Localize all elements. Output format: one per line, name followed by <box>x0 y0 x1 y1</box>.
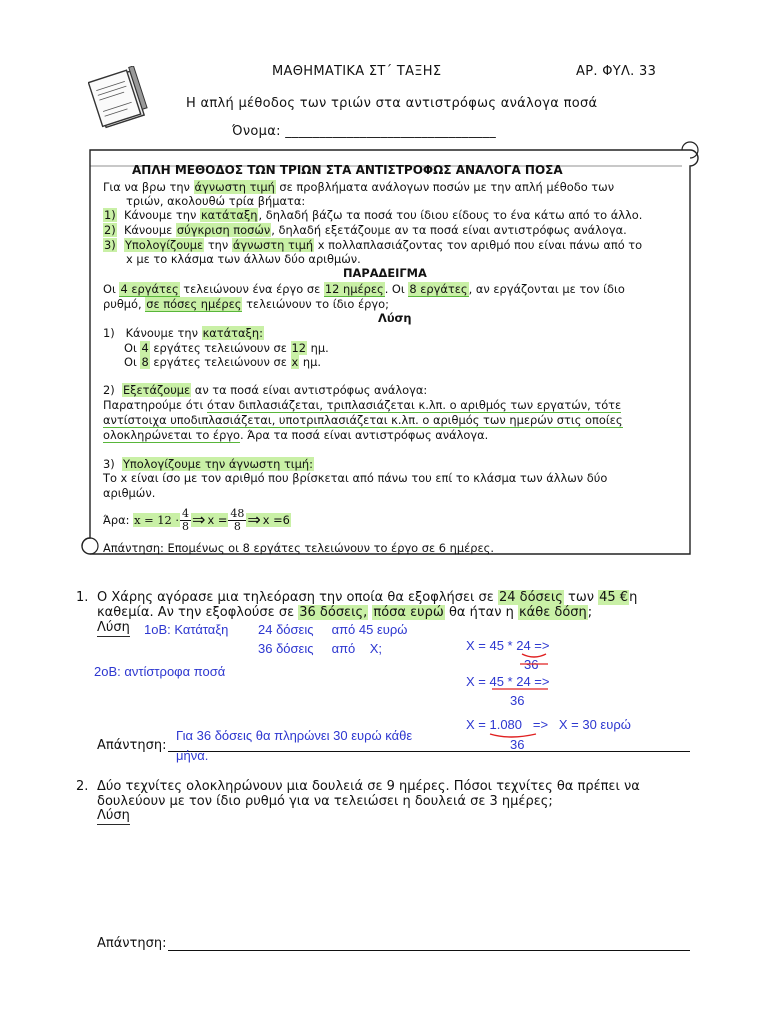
observation-line-1: Παρατηρούμε ότι όταν διπλασιάζεται, τριπλασιάζεται κ.λπ. ο αριθμός των εργατών, τότε <box>103 398 622 412</box>
ranking-row-2: Οι 8 εργάτες τελειώνουν σε x ημ. <box>124 355 321 369</box>
ranking-row-1: Οι 4 εργάτες τελειώνουν σε 12 ημ. <box>124 341 329 355</box>
hw-equation-1: Χ = 45 * 24 => <box>466 638 550 653</box>
calculation: Άρα: x = 12 · $\frac{4}{8}$ ⇒ x = $\frac{48}{8}$ ⇒ x =6 <box>103 506 290 533</box>
page-subtitle: Η απλή μέθοδος των τριών στα αντιστρόφως ανάλογα ποσά <box>186 96 598 111</box>
example-line-2: ρυθμό, σε πόσες ημέρες τελειώνουν το ίδιο έργο; <box>103 297 389 311</box>
q1-answer-label: Απάντηση: <box>97 738 167 753</box>
solution-label: Λύση <box>378 311 412 325</box>
q2-answer-label: Απάντηση: <box>97 936 167 951</box>
fraction-4-over-8: $\frac{4}{8}$ <box>182 506 190 533</box>
solution-step-1: 1) Κάνουμε την κατάταξη: <box>103 326 263 340</box>
q1-answer-handwritten-2: μήνα. <box>176 748 209 763</box>
hw-equation-3: Χ = 1.080 => Χ = 30 ευρώ <box>466 717 631 732</box>
q2-line-1: Δύο τεχνίτες ολοκληρώνουν μια δουλειά σε 9 ημέρες. Πόσοι τεχνίτες θα πρέπει να <box>97 779 640 794</box>
example-answer: Απάντηση: Επομένως οι 8 εργάτες τελειώνουν το έργο σε 6 ημέρες. <box>103 541 494 555</box>
step-3-explanation-1: Το x είναι ίσο με τον αριθμό που βρίσκεται από πάνω του επί το κλάσμα των άλλων δύο <box>103 471 608 485</box>
solution-step-2: 2) Εξετάζουμε αν τα ποσά είναι αντιστρόφως ανάλογα: <box>103 383 428 397</box>
step-3: 3) Υπολογίζουμε την άγνωστη τιμή x πολλαπλασιάζοντας τον αριθμό που είναι πάνω από το <box>104 238 643 252</box>
step-1: 1) Κάνουμε την κατάταξη, δηλαδή βάζω τα ποσά του ίδιου είδους το ένα κάτω από το άλλο. <box>104 208 643 222</box>
box-title: ΑΠΛΗ ΜΕΘΟΔΟΣ ΤΩΝ ΤΡΙΩΝ ΣΤΑ ΑΝΤΙΣΤΡΟΦΩΣ ΑΝΑΛΟΓΑ ΠΟΣΑ <box>132 163 563 177</box>
example-line-1: Οι 4 εργάτες τελειώνουν ένα έργο σε 12 ημέρες. Οι 8 εργάτες, αν εργάζονται με τον ίδιο <box>103 282 625 296</box>
q2-number: 2. <box>76 779 89 794</box>
q1-line-2: καθεμία. Αν την εξοφλούσε σε 36 δόσεις, πόσα ευρώ θα ήταν η κάθε δόση; <box>97 605 593 620</box>
step-2: 2) Κάνουμε σύγκριση ποσών, δηλαδή εξετάζουμε αν τα ποσά είναι αντιστρόφως ανάλογα. <box>104 223 627 237</box>
q1-answer-line <box>168 751 690 752</box>
q2-line-2: δουλεύουν με τον ίδιο ρυθμό για να τελειώσει η δουλειά σε 3 ημέρες; <box>97 794 553 809</box>
name-field[interactable]: Όνομα: _______________________________ <box>232 124 497 139</box>
hw-row-1: 24 δόσεις από 45 ευρώ <box>258 622 408 637</box>
subject-title: ΜΑΘΗΜΑΤΙΚΑ ΣΤ΄ ΤΑΞΗΣ <box>272 64 442 79</box>
fraction-48-over-8: $\frac{48}{8}$ <box>230 506 245 533</box>
hw-equation-2-den: 36 <box>510 693 525 708</box>
q1-line-1: Ο Χάρης αγόρασε μια τηλεόραση την οποία θα εξοφλήσει σε 24 δόσεις των 45 €η <box>97 590 638 605</box>
hw-equation-1-den: 36 <box>524 657 539 672</box>
q1-solution-label: Λύση <box>97 620 130 635</box>
intro-line-2: τριών, ακολουθώ τρία βήματα: <box>126 194 306 208</box>
notebook-clipart <box>88 66 150 132</box>
hw-equation-2: Χ = 45 * 24 => <box>466 674 550 689</box>
red-pen-marks <box>460 648 560 748</box>
step-3-line-2: x με το κλάσμα των άλλων δύο αριθμών. <box>126 252 361 266</box>
sheet-number: ΑΡ. ΦΥΛ. 33 <box>576 64 657 79</box>
hw-step-1: 1οΒ: Κατάταξη <box>144 622 229 637</box>
solution-step-3: 3) Υπολογίζουμε την άγνωστη τιμή: <box>103 457 313 471</box>
example-title: ΠΑΡΑΔΕΙΓΜΑ <box>343 266 427 280</box>
q1-answer-handwritten-1: Για 36 δόσεις θα πληρώνει 30 ευρώ κάθε <box>176 728 413 743</box>
observation-line-2: αντίστοιχα υποδιπλασιάζεται, υποτριπλασιάζεται κ.λπ. ο αριθμός των ημερών στις οποίες <box>103 413 623 427</box>
hw-row-2: 36 δόσεις από Χ; <box>258 641 383 656</box>
q2-answer-line[interactable] <box>168 950 690 951</box>
hw-step-2: 2οΒ: αντίστροφα ποσά <box>94 664 226 679</box>
q1-number: 1. <box>76 590 89 605</box>
q2-solution-label: Λύση <box>97 808 130 823</box>
intro-line-1: Για να βρω την άγνωστη τιμή σε προβλήματα ανάλογων ποσών με την απλή μέθοδο των <box>103 180 615 194</box>
observation-line-3: ολοκληρώνεται το έργο. Άρα τα ποσά είναι αντιστρόφως ανάλογα. <box>103 428 489 442</box>
step-3-explanation-2: αριθμών. <box>103 486 156 500</box>
hw-equation-3-den: 36 <box>510 737 525 752</box>
